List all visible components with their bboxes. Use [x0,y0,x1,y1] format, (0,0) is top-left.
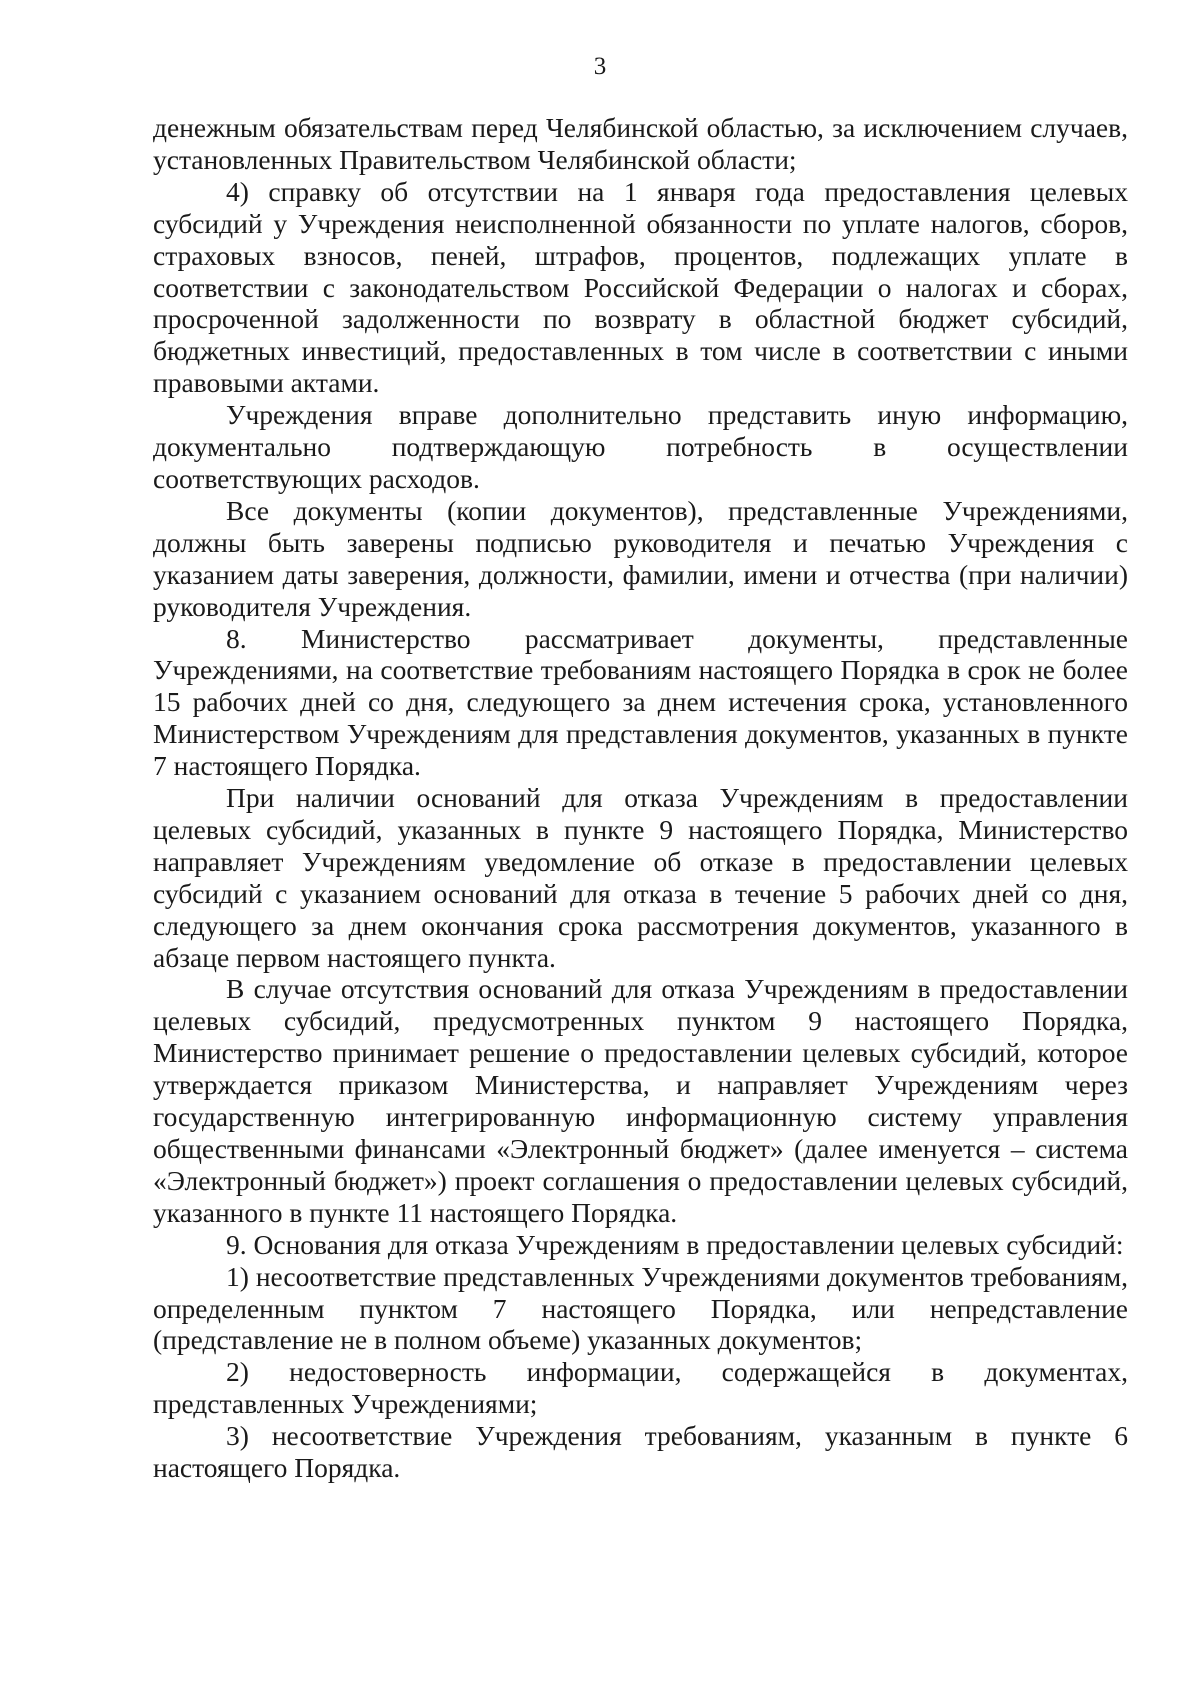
paragraph-clause-9: 9. Основания для отказа Учреждениям в предоставлении целевых субсидий: [226,1228,1124,1260]
paragraph-clause-8: 8. Министерство рассматривает документы, представленные Учреждениями, на соответствие требованиям настоящего Порядка в срок не более 15 рабочих дней со дня, следующего за днем истечения срока, установленного Министерством Учреждениям для представления документов, указанных в пункте 7 настоящего Порядка. [153,622,1128,782]
paragraph-refusal-notice: При наличии оснований для отказа Учреждениям в предоставлении целевых субсидий, указанных в пункте 9 настоящего Порядка, Министерство направляет Учреждениям уведомление об отказе в предоставлении целевых субсидий с указанием оснований для отказа в течение 5 рабочих дней со дня, следующего за днем окончания срока рассмотрения документов, указанного в абзаце первом настоящего пункта. [153,782,1128,973]
paragraph-ground-2: 2) недостоверность информации, содержащейся в документах, представленных Учреждениями; [153,1356,1128,1420]
paragraph-additional-info: Учреждения вправе дополнительно представить иную информацию, документально подтверждающую потребность в осуществлении соответствующих расходов. [153,399,1128,494]
paragraph-certification: Все документы (копии документов), представленные Учреждениями, должны быть заверены подписью руководителя и печатью Учреждения с указанием даты заверения, должности, фамилии, имени и отчества (при наличии) руководителя Учреждения. [153,494,1128,622]
document-body [153,112,1128,1484]
paragraph-continuation: денежным обязательствам перед Челябинской областью, за исключением случаев, установленных Правительством Челябинской области; [153,112,1128,175]
paragraph-item-4: 4) справку об отсутствии на 1 января года предоставления целевых субсидий у Учреждения неисполненной обязанности по уплате налогов, сборов, страховых взносов, пеней, штрафов, процентов, подлежащих уплате в соответствии с законодательством Российской Федерации о налогах и сборах, просроченной задолженности по возврату в областной бюджет субсидий, бюджетных инвестиций, предоставленных в том числе в соответствии с иными правовыми актами. [153,175,1128,399]
paragraph-ground-1: 1) несоответствие представленных Учреждениями документов требованиям, определенным пунктом 7 настоящего Порядка, или непредставление (представление не в полном объеме) указанных документов; [153,1260,1128,1356]
paragraph-ground-3: 3) несоответствие Учреждения требованиям, указанным в пункте 6 настоящего Порядка. [153,1420,1128,1484]
page-number: 3 [593,53,607,80]
paragraph-decision: В случае отсутствия оснований для отказа Учреждениям в предоставлении целевых субсидий, предусмотренных пунктом 9 настоящего Порядка, Министерство принимает решение о предоставлении целевых субсидий, которое утверждается приказом Министерства, и направляет Учреждениям через государственную интегрированную информационную систему управления общественными финансами «Электронный бюджет» (далее именуется – система «Электронный бюджет») проект соглашения о предоставлении целевых субсидий, указанного в пункте 11 настоящего Порядка. [153,973,1128,1228]
